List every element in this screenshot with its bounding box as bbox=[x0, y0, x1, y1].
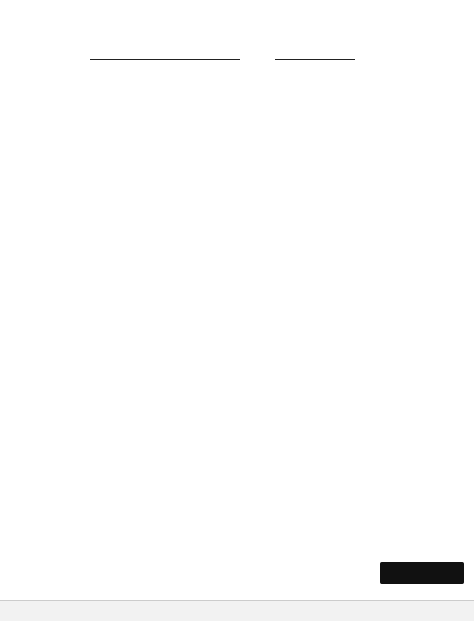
top-border bbox=[8, 4, 466, 28]
footer-bar bbox=[0, 600, 474, 621]
storyboardthat-logo bbox=[380, 562, 464, 584]
left-border bbox=[6, 32, 36, 554]
date-field[interactable] bbox=[275, 59, 355, 60]
right-border bbox=[436, 32, 466, 554]
name-field[interactable] bbox=[90, 59, 240, 60]
bottom-border bbox=[36, 560, 380, 584]
